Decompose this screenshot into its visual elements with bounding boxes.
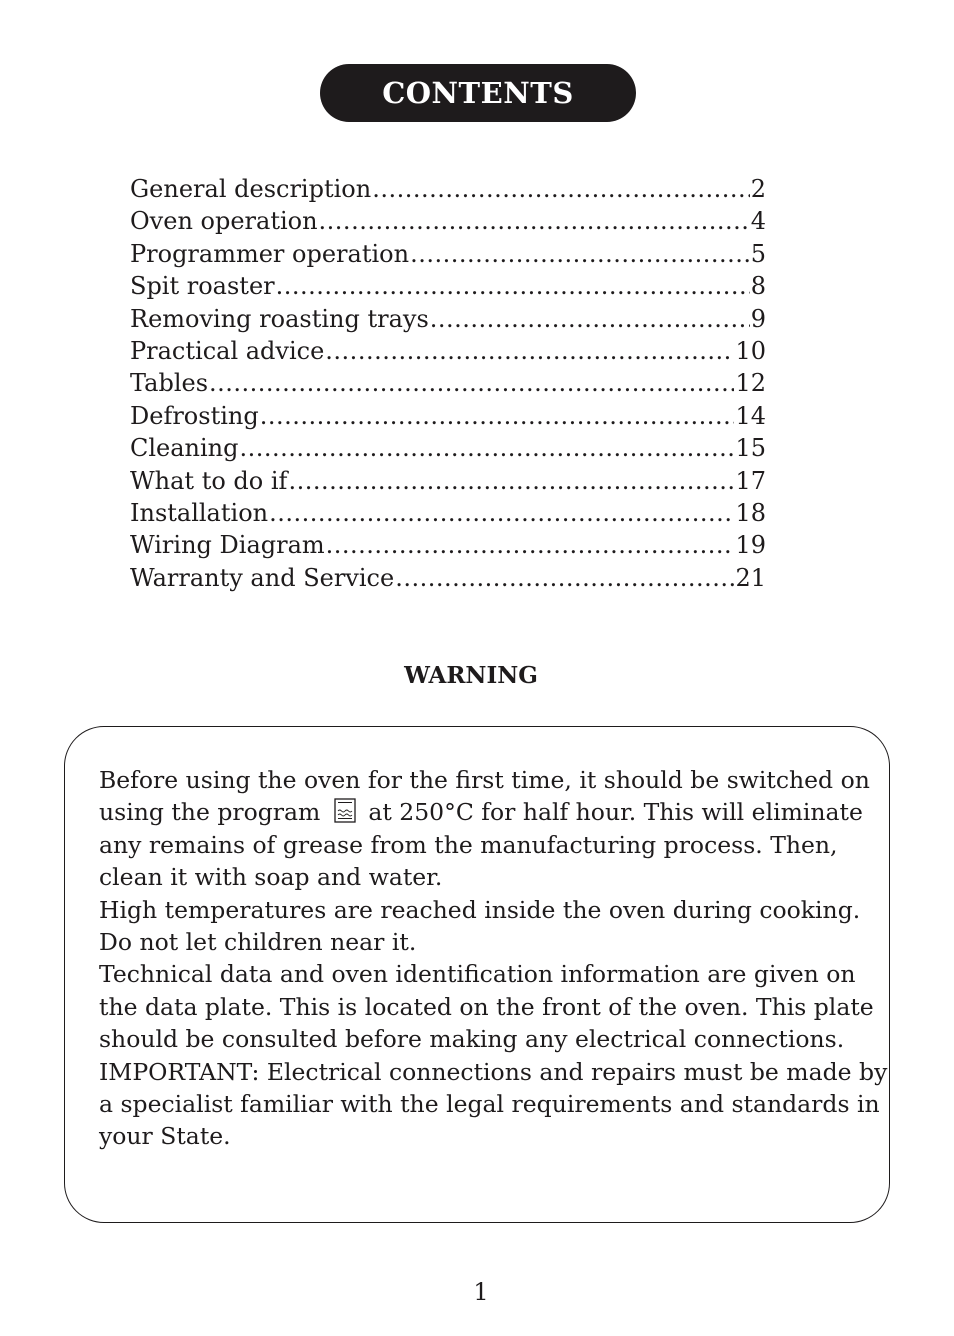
contents-title: CONTENTS xyxy=(382,76,574,110)
toc-entry-wiring-diagram[interactable]: Wiring Diagram ..... 19 xyxy=(130,531,766,563)
toc-entry-what-to-do-if[interactable]: What to do if ..... 17 xyxy=(130,467,766,499)
toc-entry-spit-roaster[interactable]: Spit roaster ..... 8 xyxy=(130,272,766,304)
page-number: 1 xyxy=(473,1278,489,1306)
warning-paragraph-first-use: Before using the oven for the first time, it should be switched on using the program at 250°C for half hour. This will eliminate any remains of grease from the manufacturing process. Then, clean it with soap and water. xyxy=(99,766,870,892)
toc-entry-removing-roasting-trays[interactable]: Removing roasting trays ..... 9 xyxy=(130,305,766,337)
toc-entry-practical-advice[interactable]: Practical advice ..... 10 xyxy=(130,337,766,369)
warning-heading: WARNING xyxy=(404,662,538,689)
toc-entry-oven-operation[interactable]: Oven operation ..... 4 xyxy=(130,207,766,239)
toc-entry-installation[interactable]: Installation ..... 18 xyxy=(130,499,766,531)
warning-paragraph-data-plate: Technical data and oven identification information are given on the data plate. This is located on the front of the oven. This plate should be consulted before making any electrical connections. xyxy=(99,960,874,1054)
table-of-contents xyxy=(130,175,766,596)
toc-entry-tables[interactable]: Tables ..... 12 xyxy=(130,369,766,401)
oven-program-icon xyxy=(334,798,356,823)
warning-text xyxy=(99,764,889,1153)
warning-paragraph-temperature: High temperatures are reached inside the oven during cooking. Do not let children near it. xyxy=(99,895,861,957)
toc-entry-cleaning[interactable]: Cleaning ..... 15 xyxy=(130,434,766,466)
contents-heading-badge xyxy=(320,64,636,122)
warning-paragraph-important: IMPORTANT: Electrical connections and repairs must be made by a specialist familiar with the legal requirements and standards in your State. xyxy=(99,1057,888,1151)
toc-entry-programmer-operation[interactable]: Programmer operation ..... 5 xyxy=(130,240,766,272)
toc-entry-warranty-and-service[interactable]: Warranty and Service ..... 21 xyxy=(130,564,766,596)
toc-entry-general-description[interactable]: General description ..... 2 xyxy=(130,175,766,207)
toc-entry-defrosting[interactable]: Defrosting ..... 14 xyxy=(130,402,766,434)
